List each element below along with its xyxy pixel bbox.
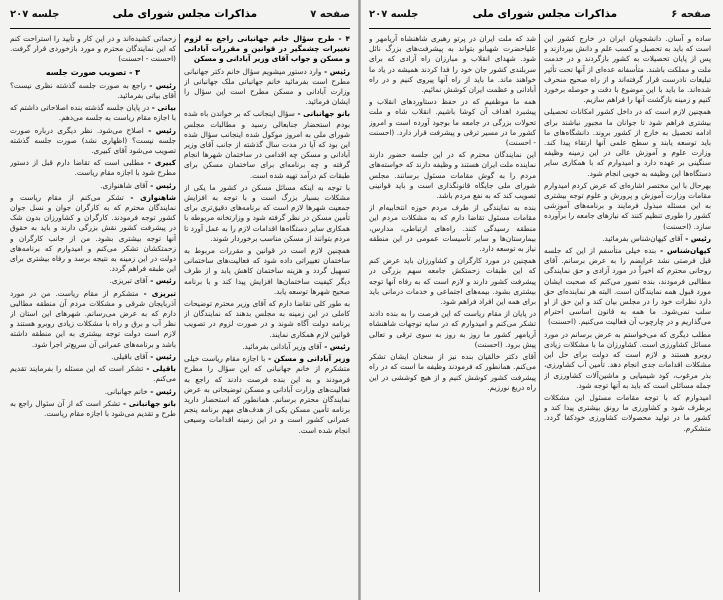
text-paragraph: امیدوارم که با توجه مقامات مسئول این مشکلات برطرف شود و کشاورزی ما رونق بیشتری پیدا کند و کشور ما در تولید محصولات کشاورزی خودکفا گردد. متشکرم. <box>544 392 711 433</box>
text-paragraph: زحماتی کشیده‌اند و در این کار و تأیید را استراحت کنم که این نمایندگان محترم و مورد بازخوردی قرار گرفت. (احسنت - احسنت) <box>10 34 176 64</box>
speaker-name: رئیس - <box>147 386 176 396</box>
speech-text: خانم جهانبانی. <box>104 386 148 396</box>
speaker-name: رئیس - <box>143 125 176 135</box>
right-page-left-column <box>369 34 536 594</box>
speech-paragraph <box>184 342 350 352</box>
speech-text: تشکر می‌کنم از مقام ریاست و نمایندگان محترم که به کارگران جوان و نسل جوان کشور توجه فرمودند. کارگران و کشاورزان بدون شک در پیشرفت کشور نقش بزرگی دارند و باید به حقوق آنها توجه بیشتری بشود. من از جانب کارگران و زحمتکشان تشکر می‌کنم و امیدوارم که برنامه‌های دولت در این زمینه به نتیجه برسد و رفاه بیشتری برای این طبقه فراهم گردد. <box>10 192 176 274</box>
speech-paragraph <box>10 158 176 178</box>
speech-text: سؤال اینجانب که بر خواندن باه شده بودم استحضار جنابعالی رسید و مطالبات مجلس شورای ملی به امروز موکول شده اینجانب سؤال شده این بود که آیا در مدت سال گذشته از جانب آقای وزیر آبادانی و مسکن چه اقدامی در ساختمان شهرها انجام گرفته و چه برنامه‌ای برای ساختمان مسکن برای طبقات کم درآمد تهیه شده است. <box>184 109 350 180</box>
speech-paragraph <box>10 352 176 362</box>
text-paragraph: ساده و آسان. دانشجویان ایران در خارج کشور این است که باید به تحصیل و کسب علم و دانش بپردازند و پس از پایان تحصیلات به کشور بازگردند و در خدمت ملت و مملکت باشند. متأسفانه عده‌ای از آنها تحت تأثیر تبلیغات نادرست قرار گرفته‌اند و از راه صحیح منحرف شده‌اند. ما باید با این موضوع با دقت و حوصله برخورد کنیم و زمینه بازگشت آنها را فراهم سازیم. <box>544 34 711 105</box>
speaker-name: رئیس - <box>147 276 176 286</box>
speaker-name: رئیس - <box>321 66 350 76</box>
left-page-columns <box>10 34 350 594</box>
speaker-name: رئیس - <box>682 233 711 243</box>
speaker-name: رئیس - <box>145 80 176 90</box>
speech-paragraph <box>184 67 350 108</box>
speaker-name: کبیری - <box>143 158 176 168</box>
speaker-name: باقیلی - <box>143 364 176 374</box>
speech-text: با اجازه مقام ریاست خیلی متشکرم از خانم جهانبانی که این سؤال را مطرح فرمودند و به این بنده فرصت دادند که راجع به فعالیت‌های وزارت آبادانی و مسکن توضیحاتی به عرض نمایندگان محترم برسانم. همانطور که استحضار دارید برنامه تأمین مسکن یکی از هدف‌های مهم برنامه پنجم عمرانی کشور است و در این زمینه اقدامات وسیعی انجام شده است. <box>184 354 350 435</box>
section-heading: ۳ - تصویب صورت جلسه <box>45 67 141 77</box>
text-paragraph: همچنین در مورد کارگران و کشاورزان باید عرض کنم که این طبقات زحمتکش جامعه سهم بزرگی در پیشرفت کشور دارند و لازم است که به رفاه آنها توجه بیشتری بشود. بیمه‌های اجتماعی و خدمات درمانی باید برای همه این افراد فراهم شود. <box>369 256 536 307</box>
speech-text: در پایان جلسه گذشته بنده اصلاحاتی داشتم که با اجازه مقام ریاست به جلسه می‌دهم. <box>10 103 176 123</box>
right-page-columns <box>369 34 711 594</box>
agenda-item-title: ۴ - طرح سؤال خانم جهانبانی راجع به لزوم تغییرات چشمگیر در قوانین و مقررات آبادانی و مسکن و جواب آقای وزیر آبادانی و مسکن <box>184 34 350 64</box>
left-page-right-column <box>184 34 350 594</box>
speech-paragraph <box>184 109 350 180</box>
speech-text: آقای کیهان‌شناس بفرمائید. <box>602 233 683 243</box>
speaker-name: بانو جهانبانی - <box>120 398 176 408</box>
left-page-session-number: جلسه ۲۰۷ <box>10 9 60 20</box>
right-page-session-number: جلسه ۲۰۷ <box>369 9 419 20</box>
speech-text: متشکرم از مقام ریاست. من در مورد آذربایجان شرقی و مشکلات مردم آن منطقه مطالبی دارم که به عرض می‌رسانم. شهرهای این استان از نظر آب و برق و راه با مشکلات زیادی روبرو هستند و لازم است دولت توجه بیشتری به این منطقه داشته باشد و برنامه‌های عمرانی آن سریع‌تر اجرا شود. <box>10 288 176 349</box>
column-divider <box>179 34 180 592</box>
speaker-name: کیهان‌شناس - <box>656 246 711 256</box>
speaker-name: وزیر آبادانی و مسکن - <box>265 354 350 364</box>
speech-text: آقای تبریزی. <box>109 276 148 286</box>
speech-text: تشکر است که این مسئله را بفرمایند تقدیم می‌کنم. <box>10 364 176 384</box>
speech-paragraph <box>10 126 176 157</box>
text-paragraph: به طور کلی تقاضا دارم که آقای وزیر محترم توضیحات کاملی در این زمینه به مجلس بدهند که نمایندگان از برنامه دولت آگاه شوند و در صورت لزوم در تصویب قوانین لازم همکاری نمایند. <box>184 299 350 339</box>
speech-paragraph <box>10 181 176 191</box>
speech-paragraph <box>10 399 176 419</box>
speech-paragraph <box>184 354 350 436</box>
speech-text: آقای وزیر آبادانی بفرمائید. <box>242 341 322 351</box>
left-page-header <box>10 8 350 29</box>
speech-paragraph <box>10 276 176 286</box>
speech-text: بنده خیلی متأسفم از این که جلسه قبل فرصتی نشد عرایضم را به عرض برسانم. آقای روحانی محترم که اخیراً در مورد آزادی و حق نمایندگی مطالبی فرمودند، بنده تصور می‌کنم که صحبت ایشان مورد قبول همه نمایندگان است. البته هر نماینده‌ای حق دارد نظرات خود را در مجلس بیان کند و این حق از او سلب نمی‌شود. ما همه به قانون اساسی احترام می‌گذاریم و در چارچوب آن فعالیت می‌کنیم. (احسنت) <box>544 246 711 327</box>
right-page-running-title: مذاکرات مجلس شورای ملی <box>472 8 618 20</box>
left-page <box>0 0 358 600</box>
speech-text: راجع به صورت جلسه گذشته نظری نیست؟ آقای بیاتی بفرمائید. <box>10 80 176 101</box>
text-paragraph: بهرحال با این مختصر اشاره‌ای که عرض کردم امیدوارم مقامات وزارت آموزش و پرورش و علوم توجه بیشتری به این مسئله مبذول فرمایند و برنامه‌های آموزشی کشور را طوری تنظیم کنند که نیازهای جامعه را برآورده سازد. (احسنت) <box>544 180 711 231</box>
text-paragraph: آقای دکتر خالقیان بنده نیز از سخنان ایشان تشکر می‌کنم. همانطور که فرمودند وظیفه ما است که در راه پیشرفت کشور کوشش کنیم و از هیچ کوششی در این راه دریغ نورزیم. <box>369 352 536 392</box>
speaker-name: تبریزی - <box>138 288 176 298</box>
speech-text: آقای باقیلی. <box>111 351 148 361</box>
speech-text: مطلبی است که تقاضا دارم قبل از دستور مطرح شود با اجازه مقام ریاست. <box>10 158 176 178</box>
speech-paragraph <box>10 193 176 275</box>
text-paragraph: شد که ملت ایران در پرتو رهبری شاهنشاه آریامهر و علیاحضرت شهبانو بتواند به پیشرفت‌های بزرگ نائل شود. شهدای انقلاب و مبارزان راه آزادی که برای سربلندی کشور جان خود را فدا کردند همیشه در یاد ما خواهند ماند. ما باید از راه آنها پیروی کنیم و در راه آبادانی و عظمت ایران کوشش نمائیم. <box>369 34 536 95</box>
text-paragraph: در پایان از مقام ریاست که این فرصت را به بنده دادند تشکر می‌کنم و امیدوارم که در سایه توجهات شاهنشاه آریامهر کشور ما روز به روز به سوی ترقی و تعالی پیش برود. (احسنت) <box>369 309 536 349</box>
speech-paragraph <box>10 364 176 384</box>
right-page-number: صفحه ۶ <box>671 9 711 20</box>
speech-text: آقای شاهنوازی. <box>100 180 148 190</box>
text-paragraph: همچنین لازم است در قوانین و مقررات مربوط به ساختمان تغییراتی داده شود که فعالیت‌های ساختمانی تسهیل گردد و هزینه ساختمان کاهش یابد و از طرف دیگر کیفیت ساختمان‌ها افزایش پیدا کند و با برنامه صحیح شهرها توسعه یابد. <box>184 246 350 296</box>
speech-paragraph <box>10 103 176 123</box>
speech-paragraph <box>10 81 176 101</box>
speech-paragraph <box>10 289 176 350</box>
speech-paragraph <box>544 246 711 328</box>
column-divider <box>539 34 540 592</box>
text-paragraph: با توجه به اینکه مسائل مسکن در کشور ما یکی از مشکلات بسیار بزرگ است و با توجه به افزایش جمعیت شهرها لازم است که برنامه‌های دقیق‌تری برای تأمین مسکن در نظر گرفته شود و وزارتخانه مربوطه با همکاری سایر دستگاه‌ها اقدامات لازم را به عمل آورد تا مردم بتوانند از مسکن مناسب برخوردار شوند. <box>184 182 350 243</box>
right-page <box>361 0 723 600</box>
speaker-name: بانو جهانبانی - <box>294 109 350 119</box>
text-paragraph: بنده به نمایندگی از طرف مردم حوزه انتخابیه‌ام از مقامات مسئول تقاضا دارم که به مشکلات مردم این منطقه رسیدگی کنند. راه‌های ارتباطی، مدارس، بیمارستان‌ها و سایر تأسیسات عمومی در این منطقه نیاز به توسعه دارد. <box>369 203 536 254</box>
left-page-left-column <box>10 34 176 594</box>
left-page-running-title: مذاکرات مجلس شورای ملی <box>112 8 258 20</box>
speaker-name: رئیس - <box>147 351 176 361</box>
speech-paragraph <box>10 387 176 397</box>
speaker-name: رئیس - <box>321 341 350 351</box>
left-page-number: صفحه ۷ <box>310 9 350 20</box>
text-paragraph: این نمایندگان محترم که در این جلسه حضور دارند نماینده ملت ایران هستند و وظیفه دارند که خواسته‌های مردم را به گوش مقامات مسئول برسانند. مجلس شورای ملی جایگاه قانونگذاری است و باید قوانینی تصویب کند که به نفع مردم باشد. <box>369 150 536 201</box>
right-page-right-column <box>544 34 711 594</box>
speaker-name: بیاتی - <box>149 103 176 113</box>
right-page-header <box>369 8 711 29</box>
text-paragraph: همچنین لازم است که در داخل کشور امکانات تحصیلی بیشتری فراهم شود تا جوانان ما مجبور نباشند برای ادامه تحصیل به خارج از کشور بروند. دانشگاه‌های ما باید توسعه یابند و سطح علمی آنها ارتقاء پیدا کند. وزارت علوم و آموزش عالی در این زمینه وظیفه سنگینی بر عهده دارد و امیدوارم که با همکاری سایر دستگاه‌ها این وظیفه به خوبی انجام شود. <box>544 107 711 178</box>
speech-text: تشکر است که از آن سئوال راجع به طرح و تقدیم می‌شود با اجازه مقام ریاست. <box>10 398 176 418</box>
speech-paragraph <box>544 234 711 244</box>
speech-text: اصلاح می‌شود. نظر دیگری درباره صورت جلسه نیست؟ (اظهاری نشد) صورت جلسه گذشته تصویب می‌شود آقای کبیری. <box>10 125 176 156</box>
text-paragraph: مطلب دیگری که می‌خواستم به عرض برسانم در مورد مسائل کشاورزی است. کشاورزان ما با مشکلات زیادی روبرو هستند و لازم است که دولت برای حل این مشکلات اقدامات جدی انجام دهد. تأمین آب کشاورزی، بذر مرغوب، کود شیمیایی و ماشین‌آلات کشاورزی از جمله مسائلی است که باید به آنها توجه شود. <box>544 329 711 390</box>
text-paragraph: همه ما موظفیم که در حفظ دستاوردهای انقلاب و پیشبرد اهداف آن کوشا باشیم. انقلاب شاه و ملت تحولات بزرگی در جامعه ما بوجود آورده است و امروز کشور ما در مسیر ترقی و پیشرفت قرار دارد. (احسنت - احسنت) <box>369 97 536 148</box>
speaker-name: رئیس - <box>147 180 176 190</box>
speech-text: وارد دستور میشویم سؤال خانم دکتر جهانبانی مطرح است بفرمائید خانم جهانبانی ملک جهانبانی از وزارت آبادانی و مسکن مطرح است این سؤال را ایشان فرمائید. <box>184 66 350 107</box>
speaker-name: شاهنوازی - <box>123 192 176 202</box>
